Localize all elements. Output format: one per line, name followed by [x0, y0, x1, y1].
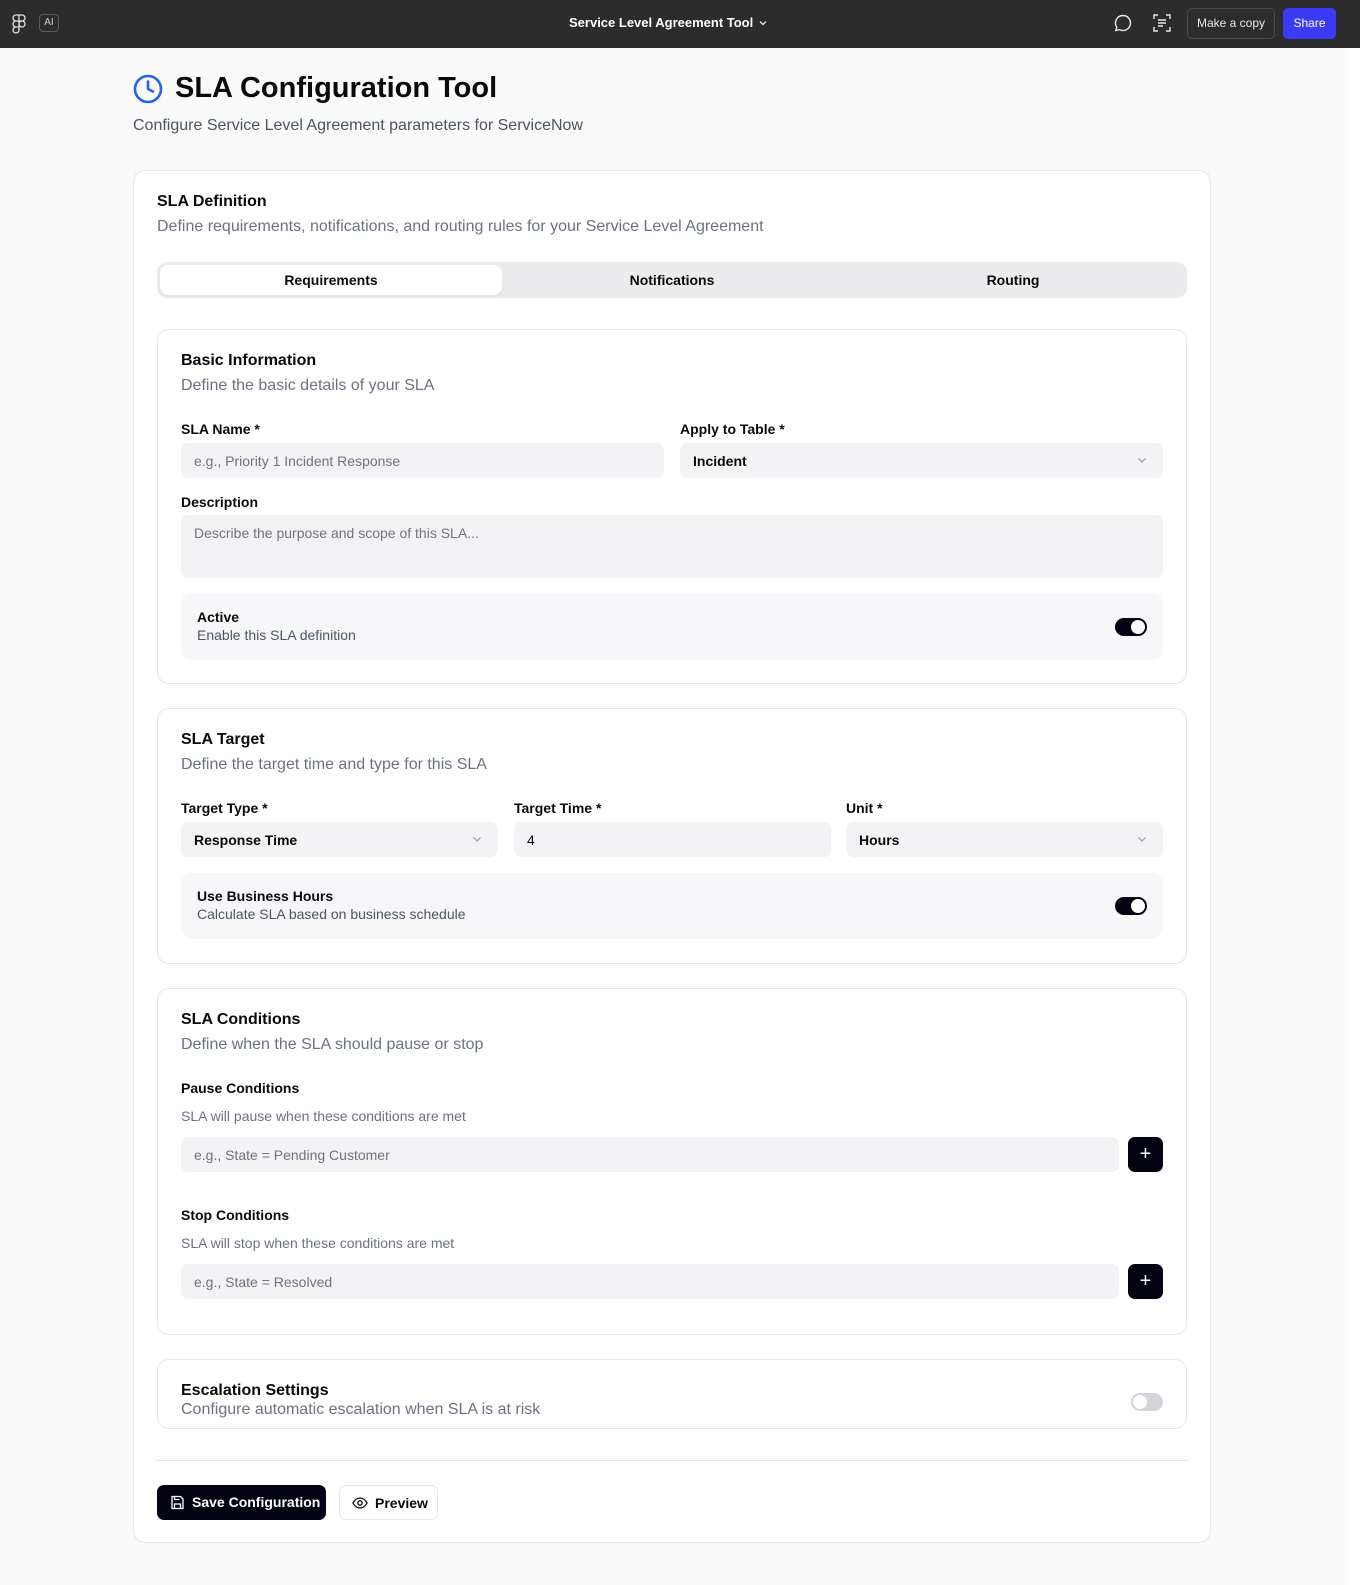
section-desc-conditions: Define when the SLA should pause or stop [181, 1036, 484, 1053]
stop-condition-input[interactable] [181, 1264, 1119, 1299]
preview-button[interactable] [339, 1485, 438, 1520]
apply-table-label: Apply to Table * [680, 421, 785, 437]
switch-knob [1131, 899, 1145, 913]
tab-requirements[interactable]: Requirements [160, 265, 502, 295]
figma-logo-icon[interactable] [12, 14, 26, 34]
sla-name-input[interactable] [181, 443, 664, 478]
target-time-value: 4 [527, 832, 535, 848]
stop-conditions-label: Stop Conditions [181, 1207, 290, 1223]
eye-icon [352, 1496, 368, 1510]
card-title: SLA Definition [157, 193, 267, 210]
description-placeholder: Describe the purpose and scope of this SLA... [194, 525, 479, 541]
target-type-label: Target Type * [181, 800, 268, 816]
make-copy-button[interactable]: Make a copy [1187, 8, 1275, 39]
business-hours-switch[interactable] [1115, 897, 1147, 915]
active-description: Enable this SLA definition [197, 627, 356, 643]
section-desc-escalation: Configure automatic escalation when SLA is at risk [181, 1401, 541, 1418]
add-stop-condition-button[interactable]: + [1128, 1264, 1163, 1299]
section-desc-target: Define the target time and type for this SLA [181, 756, 487, 773]
section-title-basic: Basic Information [181, 352, 317, 369]
target-type-select[interactable] [181, 822, 498, 857]
stop-condition-placeholder: e.g., State = Resolved [194, 1274, 333, 1290]
escalation-switch[interactable] [1131, 1393, 1163, 1411]
sla-name-label: SLA Name * [181, 421, 260, 437]
present-icon[interactable] [1152, 13, 1172, 33]
business-hours-row [181, 873, 1163, 939]
stop-conditions-hint: SLA will stop when these conditions are met [181, 1235, 455, 1251]
section-desc-basic: Define the basic details of your SLA [181, 377, 435, 394]
tab-routing[interactable]: Routing [986, 272, 1040, 288]
chevron-down-icon [472, 835, 482, 843]
unit-label: Unit * [846, 800, 883, 816]
ai-badge[interactable]: AI [39, 14, 59, 32]
business-hours-description: Calculate SLA based on business schedule [197, 906, 466, 922]
tab-list [157, 262, 1187, 298]
section-title-conditions: SLA Conditions [181, 1011, 301, 1028]
window-edge [1345, 48, 1360, 1585]
section-title-target: SLA Target [181, 731, 265, 748]
save-icon [170, 1495, 185, 1510]
section-title-escalation: Escalation Settings [181, 1382, 329, 1399]
footer-divider [157, 1460, 1187, 1461]
business-hours-title: Use Business Hours [197, 888, 334, 904]
top-bar [0, 0, 1360, 48]
pause-condition-input[interactable] [181, 1137, 1119, 1172]
tab-notifications[interactable]: Notifications [629, 272, 715, 288]
unit-select[interactable] [846, 822, 1163, 857]
apply-table-select[interactable] [680, 443, 1163, 478]
page-subtitle: Configure Service Level Agreement parameters for ServiceNow [133, 117, 583, 134]
unit-value: Hours [859, 832, 900, 848]
description-label: Description [181, 494, 259, 510]
file-title[interactable]: Service Level Agreement Tool [569, 15, 754, 30]
active-toggle-row [181, 594, 1163, 660]
switch-knob [1133, 1395, 1147, 1409]
switch-knob [1131, 620, 1145, 634]
card-description: Define requirements, notifications, and routing rules for your Service Level Agreement [157, 218, 764, 235]
comment-icon[interactable] [1113, 13, 1133, 33]
pause-conditions-hint: SLA will pause when these conditions are met [181, 1108, 466, 1124]
pause-conditions-label: Pause Conditions [181, 1080, 300, 1096]
sla-name-placeholder: e.g., Priority 1 Incident Response [194, 453, 401, 469]
chevron-down-icon [1137, 835, 1147, 843]
apply-table-value: Incident [693, 453, 747, 469]
target-type-value: Response Time [194, 832, 298, 848]
chevron-down-icon[interactable] [758, 19, 768, 27]
clock-icon [132, 73, 164, 105]
page-title: SLA Configuration Tool [175, 72, 498, 104]
chevron-down-icon [1137, 456, 1147, 464]
share-button[interactable]: Share [1283, 8, 1336, 39]
description-textarea[interactable] [181, 515, 1163, 578]
target-time-label: Target Time * [514, 800, 602, 816]
active-title: Active [197, 609, 240, 625]
save-configuration-button[interactable] [157, 1485, 326, 1520]
preview-label: Preview [375, 1495, 428, 1511]
pause-condition-placeholder: e.g., State = Pending Customer [194, 1147, 390, 1163]
target-time-input[interactable] [514, 822, 831, 857]
active-switch[interactable] [1115, 618, 1147, 636]
save-label: Save Configuration [192, 1494, 321, 1510]
add-pause-condition-button[interactable]: + [1128, 1137, 1163, 1172]
